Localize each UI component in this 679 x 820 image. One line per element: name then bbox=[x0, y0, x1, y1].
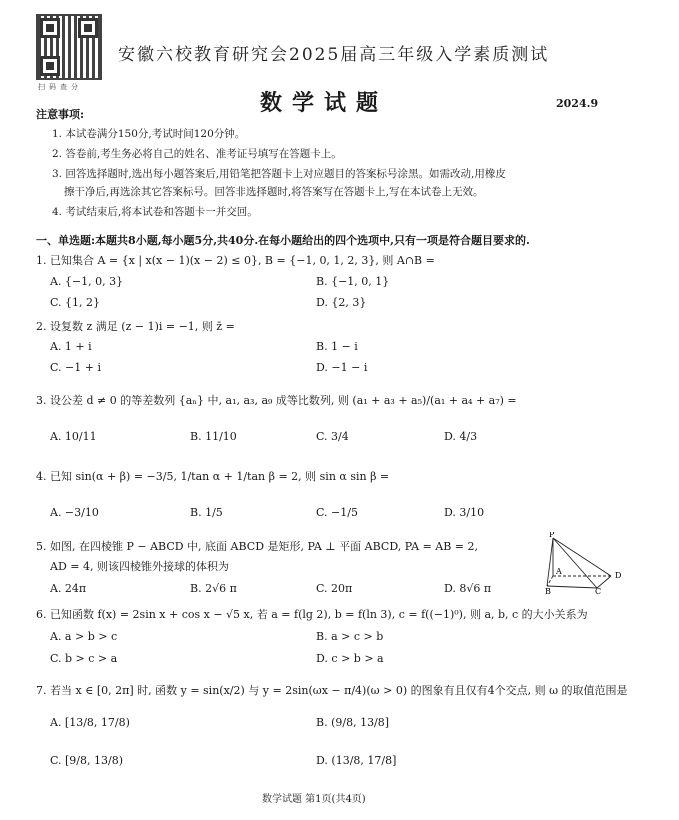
exam-title: 安徽六校教育研究会2025届高三年级入学素质测试 bbox=[118, 45, 550, 65]
option: C. 3/4 bbox=[316, 430, 349, 443]
option: B. 11/10 bbox=[190, 430, 237, 443]
option: B. 1 − i bbox=[316, 340, 358, 353]
option: C. [9/8, 13/8) bbox=[50, 754, 123, 767]
subject-title: 数学试题 bbox=[260, 90, 389, 116]
fig-label-c: C bbox=[595, 587, 602, 594]
option: A. 24π bbox=[50, 582, 87, 595]
question-stem: 2. 设复数 z 满足 (z − 1)i = −1, 则 z̄ = bbox=[36, 320, 235, 333]
fig-label-d: D bbox=[615, 571, 622, 580]
option: D. (13/8, 17/8] bbox=[316, 754, 397, 767]
qr-code bbox=[38, 16, 100, 78]
question-stem: 7. 若当 x ∈ [0, 2π] 时, 函数 y = sin(x/2) 与 y = 2sin(ωx − π/4)(ω > 0) 的图象有且仅有4个交点, 则 ω 的取值范围是 bbox=[36, 684, 628, 697]
question-stem: 5. 如图, 在四棱锥 P − ABCD 中, 底面 ABCD 是矩形, PA ⊥ 平面 ABCD, PA = AB = 2, bbox=[36, 540, 479, 553]
option: C. {1, 2} bbox=[50, 296, 101, 309]
option: A. {−1, 0, 3} bbox=[50, 275, 124, 288]
notice-item: 2. 答卷前,考生务必将自己的姓名、准考证号填写在答题卡上。 bbox=[52, 148, 342, 160]
option: B. a > c > b bbox=[316, 630, 384, 643]
option: A. 10/11 bbox=[50, 430, 97, 443]
option: C. −1/5 bbox=[316, 506, 358, 519]
question-stem: 4. 已知 sin(α + β) = −3/5, 1/tan α + 1/tan β = 2, 则 sin α sin β = bbox=[36, 470, 390, 483]
pyramid-figure bbox=[545, 532, 635, 594]
option: B. 2√6 π bbox=[190, 582, 237, 595]
option: B. {−1, 0, 1} bbox=[316, 275, 390, 288]
option: B. (9/8, 13/8] bbox=[316, 716, 390, 729]
notice-item: 擦干净后,再选涂其它答案标号。回答非选择题时,将答案写在答题卡上,写在本试卷上无效。 bbox=[64, 186, 484, 198]
option: D. −1 − i bbox=[316, 361, 368, 374]
notice-item: 4. 考试结束后,将本试卷和答题卡一并交回。 bbox=[52, 206, 258, 218]
section-heading: 一、单选题:本题共8小题,每小题5分,共40分.在每小题给出的四个选项中,只有一项是符合题目要求的. bbox=[36, 234, 530, 247]
notice-item: 1. 本试卷满分150分,考试时间120分钟。 bbox=[52, 128, 246, 140]
option: A. 1 + i bbox=[50, 340, 92, 353]
option: A. [13/8, 17/8) bbox=[50, 716, 130, 729]
option: C. b > c > a bbox=[50, 652, 118, 665]
option: C. 20π bbox=[316, 582, 353, 595]
qr-caption: 扫码查分 bbox=[38, 83, 82, 91]
notice-heading: 注意事项: bbox=[36, 108, 85, 121]
question-stem: 3. 设公差 d ≠ 0 的等差数列 {aₙ} 中, a₁, a₃, a₉ 成等比数列, 则 (a₁ + a₃ + a₅)/(a₁ + a₄ + a₇) = bbox=[36, 394, 517, 407]
option: D. 4/3 bbox=[444, 430, 478, 443]
option: D. c > b > a bbox=[316, 652, 384, 665]
option: B. 1/5 bbox=[190, 506, 223, 519]
option: D. {2, 3} bbox=[316, 296, 367, 309]
exam-date: 2024.9 bbox=[556, 97, 599, 110]
option: C. −1 + i bbox=[50, 361, 101, 374]
fig-label-b: B bbox=[545, 587, 551, 594]
option: D. 3/10 bbox=[444, 506, 485, 519]
fig-label-p: P bbox=[549, 532, 555, 539]
question-stem: 1. 已知集合 A = {x | x(x − 1)(x − 2) ≤ 0}, B = {−1, 0, 1, 2, 3}, 则 A∩B = bbox=[36, 254, 435, 267]
option: A. a > b > c bbox=[50, 630, 118, 643]
page-footer: 数学试题 第1页(共4页) bbox=[262, 794, 366, 805]
notice-item: 3. 回答选择题时,选出每小题答案后,用铅笔把答题卡上对应题目的答案标号涂黑。如需改动,用橡皮 bbox=[52, 168, 506, 180]
question-stem: 6. 已知函数 f(x) = 2sin x + cos x − √5 x, 若 a = f(lg 2), b = f(ln 3), c = f((−1)⁰), 则 a, b, c 的大小关系为 bbox=[36, 608, 588, 621]
option: A. −3/10 bbox=[50, 506, 99, 519]
question-stem-line2: AD = 4, 则该四棱锥外接球的体积为 bbox=[50, 560, 229, 573]
option: D. 8√6 π bbox=[444, 582, 492, 595]
fig-label-a: A bbox=[556, 567, 562, 576]
